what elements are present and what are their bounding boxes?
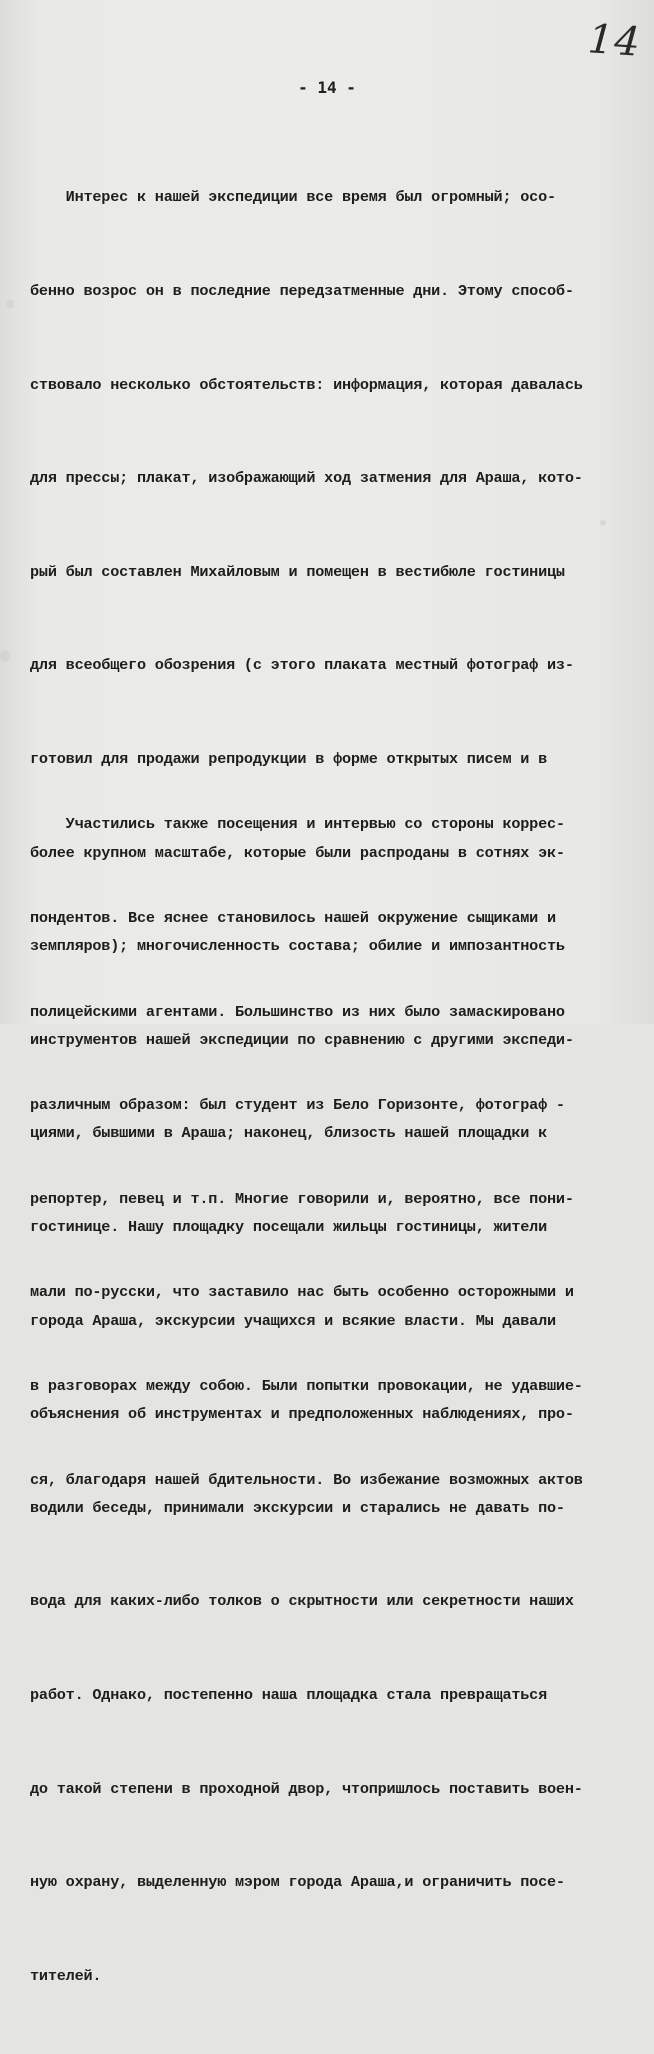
text-line: инструментов нашей экспедиции по сравнению с другими экспеди- xyxy=(30,1030,574,1049)
paper-speck xyxy=(6,300,14,308)
text-line: водили беседы, принимали экскурсии и старались не давать по- xyxy=(30,1498,565,1517)
text-line: работ. Однако, постепенно наша площадка стала превращаться xyxy=(30,1685,548,1704)
text-line: готовил для продажи репродукции в форме открытых писем и в xyxy=(30,749,548,768)
text-line: Участились также посещения и интервью со стороны коррес- xyxy=(30,815,565,834)
text-line: гостинице. Нашу площадку посещали жильцы гостиницы, жители xyxy=(30,1217,548,1236)
text-line: для всеобщего обозрения (с этого плаката местный фотограф из- xyxy=(30,656,574,675)
text-line: ствовало несколько обстоятельств: информация, которая давалась xyxy=(30,375,583,394)
text-line: объяснения об инструментах и предположенных наблюдениях, про- xyxy=(30,1405,574,1424)
text-line: бенно возрос он в последние передзатменные дни. Этому способ- xyxy=(30,282,574,300)
handwritten-page-number: 14 xyxy=(586,16,643,66)
paper-speck xyxy=(0,650,10,662)
text-line: рый был составлен Михайловым и помещен в вестибюле гостиницы xyxy=(30,562,565,581)
text-line: города Араша, экскурсии учащихся и всякие власти. Мы давали xyxy=(30,1311,556,1330)
text-line: пондентов. Все яснее становилось нашей окружение сыщиками и xyxy=(30,909,556,927)
page-number: - 14 - xyxy=(298,78,356,97)
text-line: тителей. xyxy=(30,1966,102,1985)
text-line: в разговорах между собою. Были попытки провокации, не удавшие- xyxy=(30,1376,583,1395)
text-line: для прессы; плакат, изображающий ход затмения для Араша, кото- xyxy=(30,469,583,488)
text-line: циями, бывшими в Араша; наконец, близость нашей площадки к xyxy=(30,1124,548,1143)
text-line: ся, благодаря нашей бдительности. Во избежание возможных актов xyxy=(30,1470,583,1489)
text-line: различным образом: был студент из Бело Горизонте, фотограф - xyxy=(30,1096,565,1115)
text-line: до такой степени в проходной двор, чтопришлось поставить воен- xyxy=(30,1779,583,1798)
text-line: мали по-русски, что заставило нас быть особенно осторожными и xyxy=(30,1283,574,1302)
text-line: репортер, певец и т.п. Многие говорили и, вероятно, все пони- xyxy=(30,1189,574,1208)
text-line: вода для каких-либо толков о скрытности или секретности наших xyxy=(30,1592,574,1611)
text-line: земпляров); многочисленность состава; обилие и импозантность xyxy=(30,937,565,956)
text-line: Интерес к нашей экспедиции все время был огромный; осо- xyxy=(30,188,556,207)
paragraph-2 xyxy=(30,747,642,1558)
text-line: полицейскими агентами. Большинство из них было замаскировано xyxy=(30,1002,565,1021)
text-line: ную охрану, выделенную мэром города Араша,и ограничить посе- xyxy=(30,1873,565,1892)
text-line: более крупном масштабе, которые были распроданы в сотнях эк- xyxy=(30,843,565,862)
